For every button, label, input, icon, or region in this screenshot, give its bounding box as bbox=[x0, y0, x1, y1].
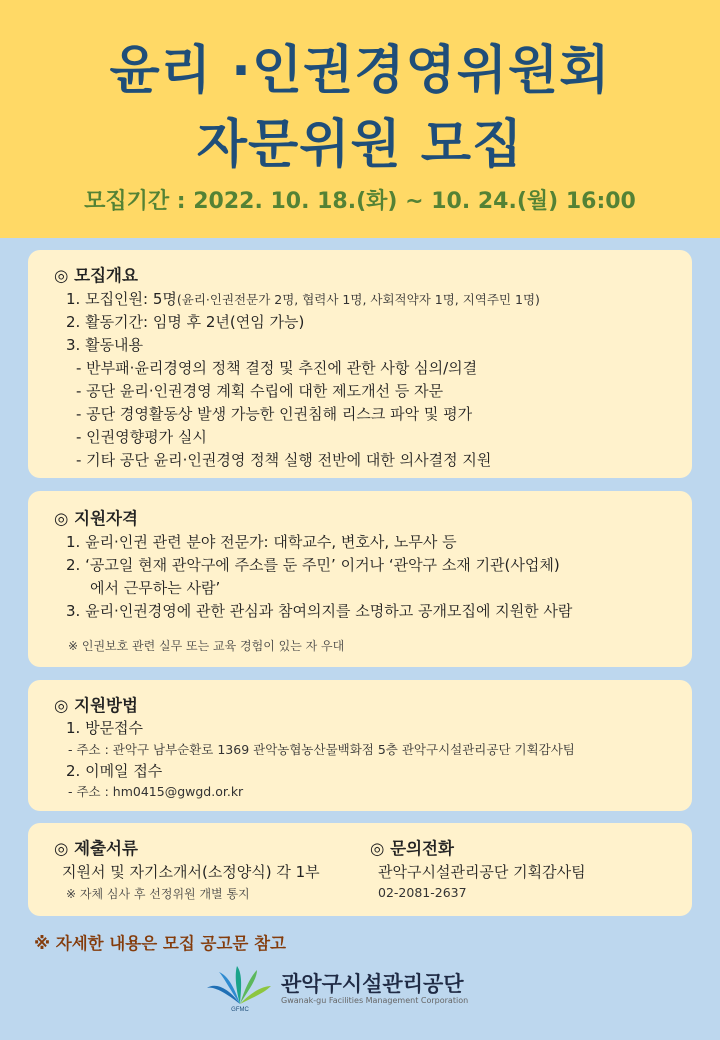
qualification-note: ※ 인권보호 관련 실무 또는 교육 경험이 있는 자 우대 bbox=[68, 639, 345, 653]
qualification-item-2-line-2: 에서 근무하는 사람’ bbox=[90, 579, 221, 597]
qualification-item-2-line-1: 2. ‘공고일 현재 관악구에 주소를 둔 주민’ 이거나 ‘관악구 소재 기관(사업체) bbox=[66, 556, 560, 574]
recruitment-period: 모집기간 : 2022. 10. 18.(화) ~ 10. 24.(월) 16:00 bbox=[84, 189, 636, 214]
qualification-title: ◎ 지원자격 bbox=[54, 509, 138, 528]
documents-text: 지원서 및 자기소개서(소정양식) 각 1부 bbox=[62, 863, 320, 881]
overview-bullet-2: - 공단 윤리·인권경영 계획 수립에 대한 제도개선 등 자문 bbox=[76, 382, 444, 400]
documents-contact-box bbox=[28, 823, 692, 916]
contact-text: 관악구시설관리공단 기획감사팀 bbox=[378, 863, 586, 881]
overview-box bbox=[28, 250, 692, 478]
application-item-1: 1. 방문접수 bbox=[66, 719, 144, 737]
contact-title: ◎ 문의전화 bbox=[370, 839, 454, 858]
overview-item-3: 3. 활동내용 bbox=[66, 336, 144, 354]
overview-item-1 bbox=[66, 288, 540, 309]
application-item-2: 2. 이메일 접수 bbox=[66, 762, 163, 780]
documents-note: ※ 자체 심사 후 선정위원 개별 통지 bbox=[66, 887, 250, 901]
application-method-box bbox=[28, 680, 692, 811]
contact-phone: 02-2081-2637 bbox=[378, 885, 467, 900]
qualification-box bbox=[28, 491, 692, 667]
org-subtitle: Gwanak-gu Facilities Management Corporation bbox=[281, 996, 469, 1005]
title-line-2: 자문위원 모집 bbox=[196, 115, 524, 175]
overview-bullet-5: - 기타 공단 윤리·인권경영 정책 실행 전반에 대한 의사결정 지원 bbox=[76, 451, 492, 469]
application-item-1-detail: - 주소 : 관악구 남부순환로 1369 관악농협농산물백화점 5층 관악구시설관리공단 기획감사팀 bbox=[68, 742, 575, 757]
overview-item-2: 2. 활동기간: 임명 후 2년(연임 가능) bbox=[66, 313, 305, 331]
title-line-1: 윤리 ·인권경영위원회 bbox=[109, 41, 611, 101]
overview-bullet-3: - 공단 경영활동상 발생 가능한 인권침해 리스크 파악 및 평가 bbox=[76, 405, 473, 423]
overview-item-1-main: 1. 모집인원: 5명 bbox=[66, 290, 177, 308]
qualification-item-3: 3. 윤리·인권경영에 관한 관심과 참여의지를 소명하고 공개모집에 지원한 사람 bbox=[66, 602, 573, 620]
org-logo bbox=[205, 962, 515, 1012]
footer-note: ※ 자세한 내용은 모집 공고문 참고 bbox=[34, 934, 286, 953]
overview-item-1-detail: (윤리·인권전문가 2명, 협력사 1명, 사회적약자 1명, 지역주민 1명) bbox=[176, 292, 540, 307]
qualification-item-1: 1. 윤리·인권 관련 분야 전문가: 대학교수, 변호사, 노무사 등 bbox=[66, 533, 457, 551]
org-name: 관악구시설관리공단 bbox=[281, 972, 464, 996]
application-item-2-detail: - 주소 : hm0415@gwgd.or.kr bbox=[68, 784, 244, 799]
header-banner bbox=[0, 0, 720, 238]
application-method-title: ◎ 지원방법 bbox=[54, 696, 138, 715]
org-logo-mark: GFMC bbox=[231, 1007, 249, 1012]
org-logo-icon bbox=[205, 962, 275, 1012]
overview-title: ◎ 모집개요 bbox=[54, 266, 138, 285]
overview-bullet-1: - 반부패·윤리경영의 정책 결정 및 추진에 관한 사항 심의/의결 bbox=[76, 359, 478, 377]
overview-bullet-4: - 인권영향평가 실시 bbox=[76, 428, 207, 446]
documents-title: ◎ 제출서류 bbox=[54, 839, 138, 858]
